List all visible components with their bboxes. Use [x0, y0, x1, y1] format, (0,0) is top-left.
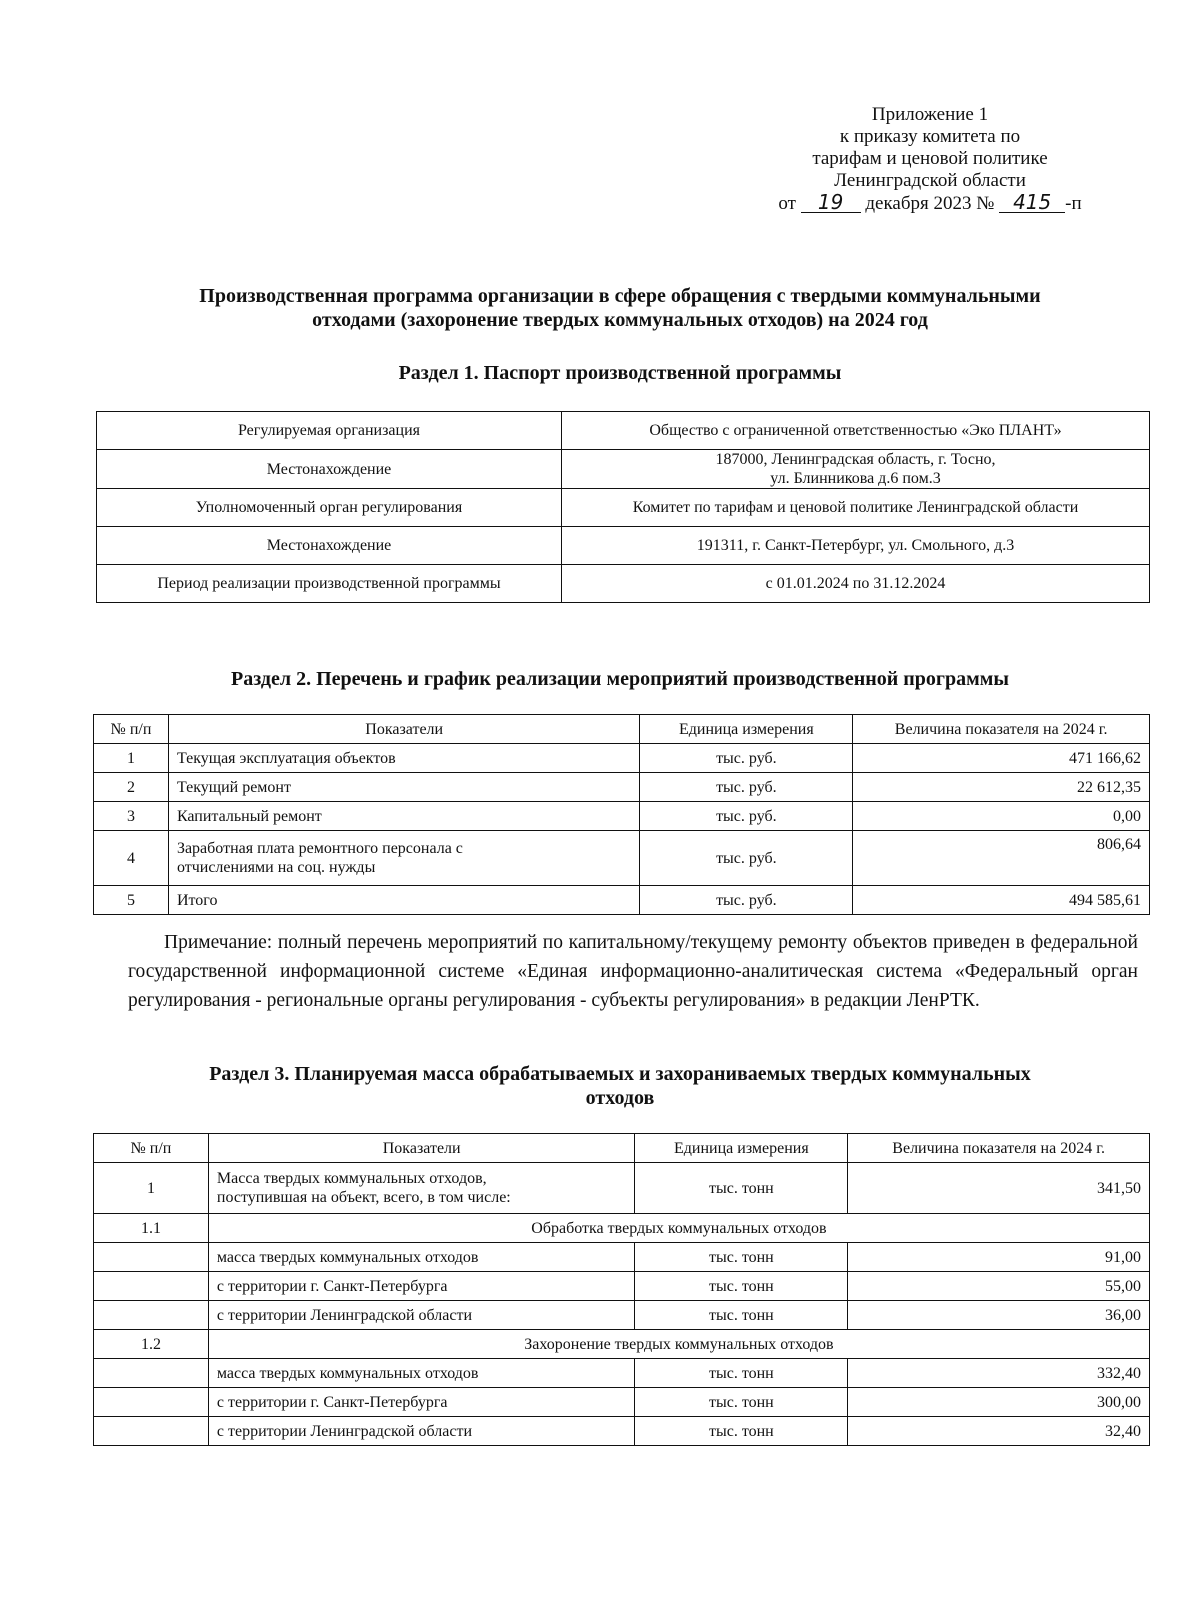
- table-row: [94, 1388, 1150, 1417]
- appendix-line: тарифам и ценовой политике: [812, 148, 1048, 169]
- cell-value: [562, 450, 1150, 489]
- cell-num: [94, 1417, 209, 1446]
- table-row: [97, 412, 1150, 450]
- cell-name: масса твердых коммунальных отходов: [208, 1359, 635, 1388]
- cell-label: Местонахождение: [97, 527, 562, 565]
- cell-name: с территории Ленинградской области: [208, 1301, 635, 1330]
- cell-value: 191311, г. Санкт-Петербург, ул. Смольного, д.3: [562, 527, 1150, 565]
- cell-num: 4: [94, 831, 169, 886]
- table-row: [94, 1272, 1150, 1301]
- cell-num: 2: [94, 773, 169, 802]
- passport-table: [96, 411, 1150, 603]
- main-title-line: Производственная программа организации в сфере обращения с твердыми коммунальными: [199, 285, 1041, 307]
- table-row: [97, 489, 1150, 527]
- cell-unit: тыс. руб.: [640, 886, 853, 915]
- cell-value: Общество с ограниченной ответственностью «Эко ПЛАНТ»: [562, 412, 1150, 450]
- cell-value: 341,50: [848, 1163, 1150, 1214]
- table-row: [94, 802, 1150, 831]
- cell-value: 471 166,62: [853, 744, 1150, 773]
- cell-label: Регулируемая организация: [97, 412, 562, 450]
- table-row: [94, 773, 1150, 802]
- cell-value: с 01.01.2024 по 31.12.2024: [562, 565, 1150, 603]
- table-row: [94, 1163, 1150, 1214]
- group-title: Обработка твердых коммунальных отходов: [208, 1214, 1149, 1243]
- cell-name: Капитальный ремонт: [168, 802, 640, 831]
- cell-name: [168, 831, 640, 886]
- cell-name: масса твердых коммунальных отходов: [208, 1243, 635, 1272]
- appendix-line: к приказу комитета по: [839, 126, 1021, 147]
- cell-value-line: 187000, Ленинградская область, г. Тосно,: [715, 451, 996, 468]
- cell-unit: тыс. тонн: [635, 1359, 848, 1388]
- section1-title: Раздел 1. Паспорт производственной программы: [398, 362, 842, 384]
- header-cell: Величина показателя на 2024 г.: [848, 1134, 1150, 1163]
- cell-name-line: поступившая на объект, всего, в том числе:: [216, 1189, 511, 1206]
- cell-unit: тыс. руб.: [640, 802, 853, 831]
- cell-value: 494 585,61: [853, 886, 1150, 915]
- header-cell: Показатели: [168, 715, 640, 744]
- table-row: [94, 1301, 1150, 1330]
- note-paragraph: [128, 928, 1138, 1015]
- section3-title-line: отходов: [585, 1087, 655, 1109]
- date-prefix: от: [778, 193, 796, 214]
- cell-num: [94, 1388, 209, 1417]
- cell-num: 1.1: [94, 1214, 209, 1243]
- cell-name-line: Масса твердых коммунальных отходов,: [216, 1170, 487, 1187]
- cell-value: 806,64: [853, 831, 1150, 886]
- cell-unit: тыс. тонн: [635, 1417, 848, 1446]
- cell-unit: тыс. тонн: [635, 1272, 848, 1301]
- header-cell: Единица измерения: [640, 715, 853, 744]
- cell-label: Местонахождение: [97, 450, 562, 489]
- appendix-header: [720, 104, 1140, 215]
- cell-value: Комитет по тарифам и ценовой политике Ленинградской области: [562, 489, 1150, 527]
- table-header-row: [94, 1134, 1150, 1163]
- order-suffix: -п: [1065, 193, 1082, 214]
- cell-unit: тыс. тонн: [635, 1243, 848, 1272]
- cell-unit: тыс. руб.: [640, 773, 853, 802]
- header-cell: Единица измерения: [635, 1134, 848, 1163]
- header-cell: № п/п: [94, 715, 169, 744]
- cell-num: [94, 1272, 209, 1301]
- cell-name: Текущий ремонт: [168, 773, 640, 802]
- cell-unit: тыс. тонн: [635, 1301, 848, 1330]
- cell-name: с территории г. Санкт-Петербурга: [208, 1272, 635, 1301]
- cell-value-line: ул. Блинникова д.6 пом.3: [770, 470, 941, 487]
- header-cell: Величина показателя на 2024 г.: [853, 715, 1150, 744]
- table-row: [94, 831, 1150, 886]
- appendix-line: Ленинградской области: [834, 170, 1026, 191]
- table-row: [94, 744, 1150, 773]
- appendix-line: Приложение 1: [871, 104, 989, 125]
- cell-name-line: отчислениями на соц. нужды: [176, 859, 376, 876]
- cell-name: с территории Ленинградской области: [208, 1417, 635, 1446]
- cell-num: 1.2: [94, 1330, 209, 1359]
- cell-value: 36,00: [848, 1301, 1150, 1330]
- table-group-row: [94, 1214, 1150, 1243]
- table-row: [97, 527, 1150, 565]
- activities-table: [93, 714, 1150, 915]
- cell-name: Итого: [168, 886, 640, 915]
- cell-unit: тыс. тонн: [635, 1163, 848, 1214]
- cell-num: [94, 1301, 209, 1330]
- table-row: [94, 1243, 1150, 1272]
- cell-name: Текущая эксплуатация объектов: [168, 744, 640, 773]
- cell-unit: тыс. тонн: [635, 1388, 848, 1417]
- cell-num: [94, 1359, 209, 1388]
- date-month-year: декабря 2023 №: [865, 193, 995, 214]
- cell-value: 55,00: [848, 1272, 1150, 1301]
- cell-name-line: Заработная плата ремонтного персонала с: [176, 840, 463, 857]
- cell-num: 1: [94, 1163, 209, 1214]
- waste-mass-table: [93, 1133, 1150, 1446]
- cell-name: [208, 1163, 635, 1214]
- order-date-line: [720, 192, 1140, 215]
- cell-num: 5: [94, 886, 169, 915]
- cell-value: 300,00: [848, 1388, 1150, 1417]
- note-text: Примечание: полный перечень мероприятий по капитальному/текущему ремонту объектов приведен в федеральной государственной информационной системе «Единая информационно-аналитическая система «Федеральный орган регулирования - региональные органы регулирования - субъекты регулирования» в редакции ЛенРТК.: [128, 932, 1138, 1011]
- cell-num: 3: [94, 802, 169, 831]
- cell-value: 91,00: [848, 1243, 1150, 1272]
- cell-unit: тыс. руб.: [640, 744, 853, 773]
- header-cell: Показатели: [208, 1134, 635, 1163]
- table-row: [94, 1359, 1150, 1388]
- table-row: [97, 565, 1150, 603]
- table-row: [94, 1417, 1150, 1446]
- table-group-row: [94, 1330, 1150, 1359]
- header-cell: № п/п: [94, 1134, 209, 1163]
- group-title: Захоронение твердых коммунальных отходов: [208, 1330, 1149, 1359]
- handwritten-order-number: 415: [999, 192, 1065, 213]
- table-header-row: [94, 715, 1150, 744]
- cell-label: Уполномоченный орган регулирования: [97, 489, 562, 527]
- section2-title: Раздел 2. Перечень и график реализации мероприятий производственной программы: [231, 668, 1009, 690]
- cell-unit: тыс. руб.: [640, 831, 853, 886]
- cell-value: 32,40: [848, 1417, 1150, 1446]
- cell-label: Период реализации производственной программы: [97, 565, 562, 603]
- handwritten-day: 19: [801, 192, 861, 213]
- cell-value: 332,40: [848, 1359, 1150, 1388]
- cell-num: [94, 1243, 209, 1272]
- main-title-line: отходами (захоронение твердых коммунальных отходов) на 2024 год: [312, 309, 928, 331]
- cell-value: 0,00: [853, 802, 1150, 831]
- section3-title: [100, 1062, 1140, 1110]
- table-row: [97, 450, 1150, 489]
- cell-name: с территории г. Санкт-Петербурга: [208, 1388, 635, 1417]
- table-row: [94, 886, 1150, 915]
- main-title: [100, 284, 1140, 332]
- section3-title-line: Раздел 3. Планируемая масса обрабатываемых и захораниваемых твердых коммунальных: [209, 1063, 1031, 1085]
- cell-num: 1: [94, 744, 169, 773]
- cell-value: 22 612,35: [853, 773, 1150, 802]
